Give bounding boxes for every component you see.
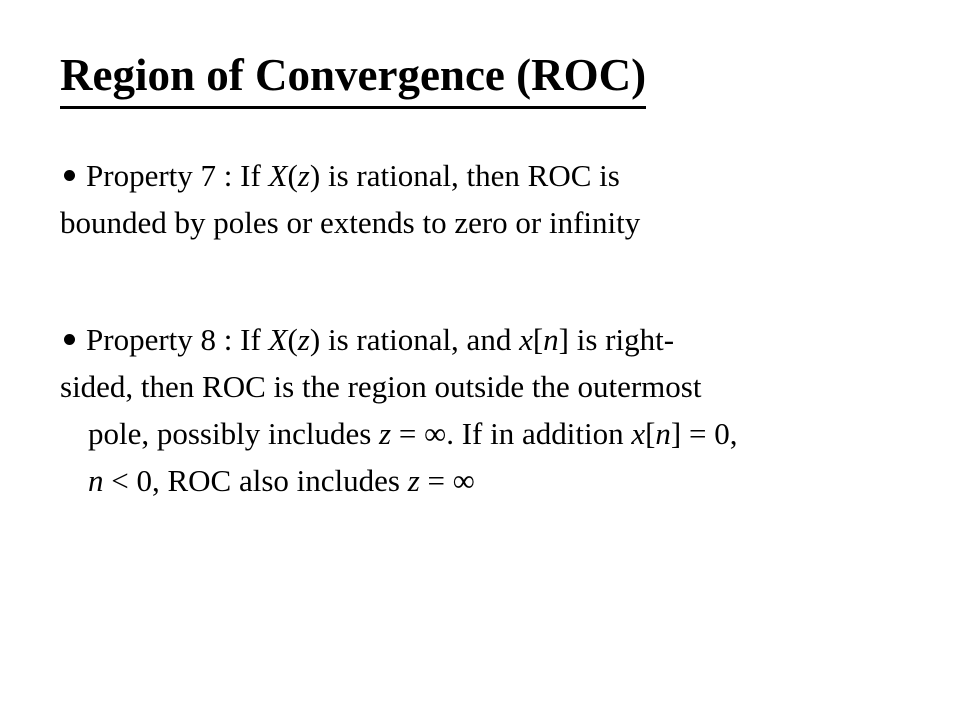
property-8-line-2: sided, then ROC is the region outside the outermost [60, 369, 702, 404]
property-8-paragraph [60, 316, 940, 504]
property-7-line-2: bounded by poles or extends to zero or infinity [60, 205, 641, 240]
bullet-icon [64, 170, 75, 181]
property-7-paragraph [60, 152, 940, 246]
property-8-line-3: pole, possibly includes z = ∞. If in addition x[n] = 0, [88, 416, 738, 451]
property-8-line-1: Property 8 : If X(z) is rational, and x[n] is right- [60, 316, 940, 363]
property-8-line-4: n < 0, ROC also includes z = ∞ [88, 463, 475, 498]
slide-title: Region of Convergence (ROC) [60, 46, 646, 109]
bullet-icon [64, 334, 75, 345]
property-7-line-1: Property 7 : If X(z) is rational, then ROC is [60, 152, 940, 199]
